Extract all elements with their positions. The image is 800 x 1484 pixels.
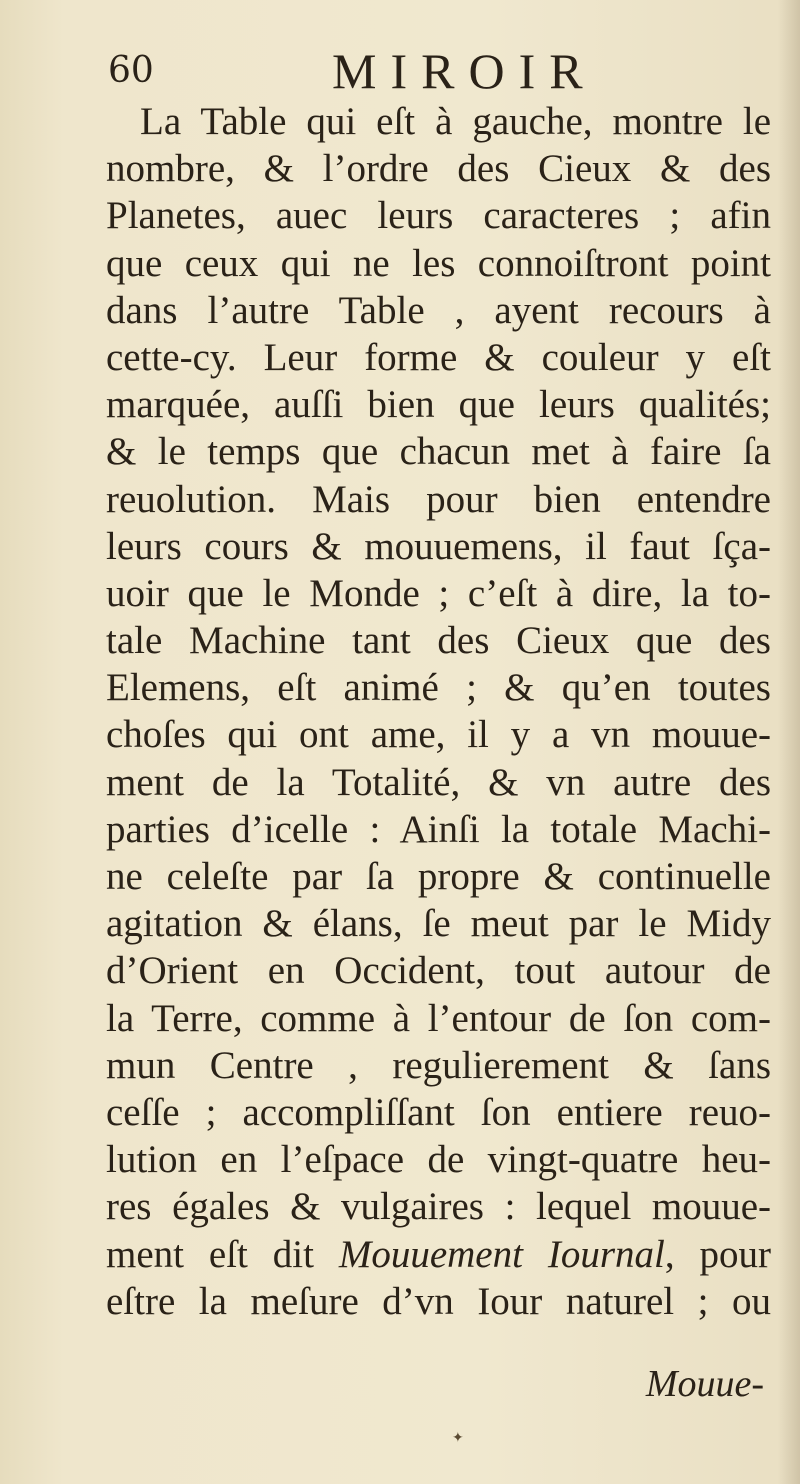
text-line: ne celeſte par ſa propre & continuelle [106,855,771,898]
catchword: Mouue- [645,1363,764,1405]
text-line: uoir que le Monde ; c’eſt à dire, la to- [106,571,771,615]
text-line: agitation & élans, ſe meut par le Midy [106,902,771,946]
text-line: lution en l’eſpace de vingt-quatre heu- [106,1138,771,1182]
ornament-icon: ✦ [452,1430,464,1446]
text-line: que ceux qui ne les connoiſtront point [106,241,771,285]
page-header [108,42,728,102]
text-line: tale Machine tant des Cieux que des [106,619,771,663]
text-line: eſtre la meſure d’vn Iour naturel ; ou [106,1279,771,1323]
text-line: choſes qui ont ame, il y a vn mouue- [106,713,771,757]
text-segment: ment eſt dit [106,1232,339,1276]
text-line: dans l’autre Table , ayent recours à [106,288,771,332]
text-line: d’Orient en Occident, tout autour de [106,949,771,993]
text-line: la Terre, comme à l’entour de ſon com- [106,996,771,1040]
body-text [106,98,771,1325]
text-line: mun Centre , regulierement & ſans [106,1043,771,1087]
page-edge-shadow [778,0,800,1484]
italic-term: Mouuement Iournal [338,1232,665,1276]
text-segment: , pour [664,1232,771,1276]
text-line: reuolution. Mais pour bien entendre [106,477,771,521]
running-title: MIROIR [332,43,597,99]
text-line: res égales & vulgaires : lequel mouue- [106,1185,771,1229]
text-line-with-italic [106,1231,771,1278]
text-line: La Table qui eſt à gauche, montre le [140,100,771,143]
text-line: marquée, auſſi bien que leurs qualités; [106,383,771,427]
text-line: ceſſe ; accompliſſant ſon entiere reuo- [106,1090,771,1134]
text-line: nombre, & l’ordre des Cieux & des [106,147,771,191]
page-number: 60 [108,50,154,91]
text-line: Planetes, auec leurs caracteres ; afin [106,194,771,238]
text-line: & le temps que chacun met à faire ſa [106,430,771,474]
text-line: Elemens, eſt animé ; & qu’en toutes [106,666,771,710]
text-line: ment de la Totalité, & vn autre des [106,760,771,804]
text-line: leurs cours & mouuemens, il faut ſça- [106,524,771,568]
text-line: cette-cy. Leur forme & couleur y eſt [106,335,771,379]
text-line: parties d’icelle : Ainſi la totale Machi- [106,807,771,851]
